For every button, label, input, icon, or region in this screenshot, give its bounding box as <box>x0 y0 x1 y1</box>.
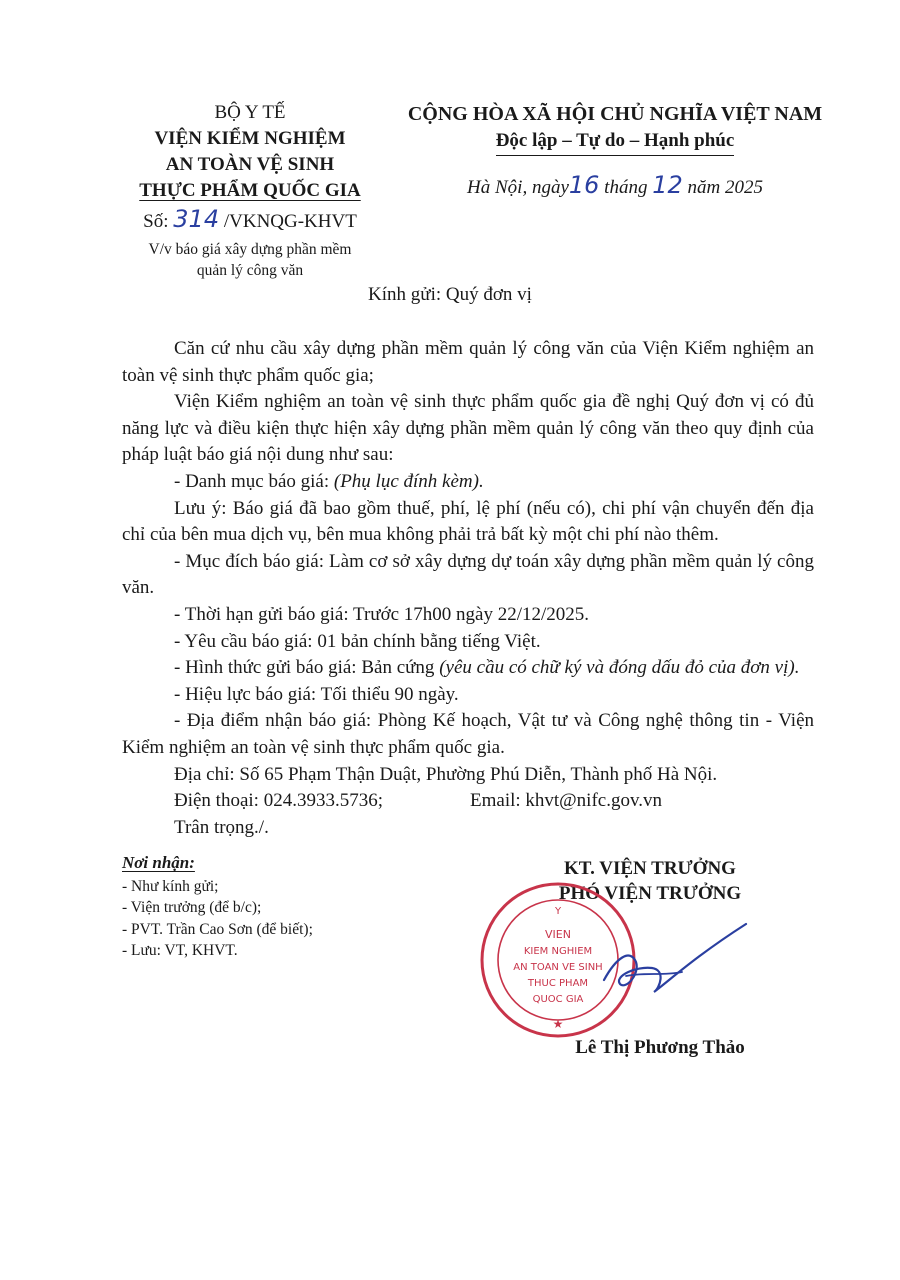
quote-list-label: - Danh mục báo giá: <box>174 470 334 492</box>
number-prefix: Số: <box>143 211 169 232</box>
paragraph-requirement: - Yêu cầu báo giá: 01 bản chính bằng tiếng Việt. <box>174 630 541 652</box>
signer-role-1: KT. VIỆN TRƯỞNG <box>564 858 736 879</box>
greeting: Kính gửi: Quý đơn vị <box>368 284 532 305</box>
stamp-line2: KIEM NGHIEM <box>523 946 593 957</box>
issue-date <box>405 172 825 201</box>
signer-name: Lê Thị Phương Thảo <box>575 1037 745 1058</box>
recipients-block <box>122 852 442 962</box>
stamp-line5: QUOC GIA <box>532 994 584 1005</box>
paragraph-location: - Địa điểm nhận báo giá: Phòng Kế hoạch, Vật tư và Công nghệ thông tin - Viện Kiểm nghiệm an toàn vệ sinh thực phẩm quốc gia. <box>122 710 814 758</box>
stamp-star-icon: ★ <box>552 1017 564 1031</box>
format-detail: (yêu cầu có chữ ký và đóng dấu đỏ của đơn vị). <box>439 657 800 679</box>
subject-line1: V/v báo giá xây dựng phần mềm <box>148 241 352 258</box>
phone: Điện thoại: 024.3933.5736; <box>174 790 383 812</box>
paragraph-basis: Căn cứ nhu cầu xây dựng phần mềm quản lý công văn của Viện Kiểm nghiệm an toàn vệ sinh thực phẩm quốc gia; <box>122 338 814 386</box>
paragraph-note: Lưu ý: Báo giá đã bao gồm thuế, phí, lệ phí (nếu có), chi phí vận chuyển đến địa chỉ của bên mua dịch vụ, bên mua không phải trả bất kỳ một chi phí nào thêm. <box>122 497 814 546</box>
date-year: năm 2025 <box>687 177 763 198</box>
handwritten-signature <box>596 918 756 1008</box>
paragraph-deadline: - Thời hạn gửi báo giá: Trước 17h00 ngày 22/12/2025. <box>174 603 590 625</box>
paragraph-quote-list <box>122 469 814 496</box>
national-header <box>405 100 825 201</box>
national-motto: Độc lập – Tự do – Hạnh phúc <box>496 128 735 156</box>
closing: Trân trọng./. <box>174 816 269 838</box>
institute-name-line3: THỰC PHẨM QUỐC GIA <box>139 180 361 201</box>
number-suffix: /VKNQG-KHVT <box>223 211 357 232</box>
recipients-title: Nơi nhận: <box>122 853 195 872</box>
email: Email: khvt@nifc.gov.vn <box>470 790 662 812</box>
stamp-line3: AN TOAN VE SINH <box>513 962 603 973</box>
subject-line2: quản lý công văn <box>196 262 304 279</box>
stamp-top-letter: Y <box>554 906 562 917</box>
signer-role-2: PHÓ VIỆN TRƯỞNG <box>558 883 742 904</box>
institute-name-line1: VIỆN KIỂM NGHIỆM <box>154 128 346 149</box>
issuer-block <box>120 100 380 281</box>
date-month-handwritten: 12 <box>652 171 683 199</box>
nation-title: CỘNG HÒA XÃ HỘI CHỦ NGHĨA VIỆT NAM <box>407 103 823 125</box>
recipient-item: - Viện trưởng (để b/c); <box>122 899 262 916</box>
paragraph-validity: - Hiệu lực báo giá: Tối thiểu 90 ngày. <box>174 683 459 705</box>
document-number <box>120 206 380 235</box>
date-day-handwritten: 16 <box>568 171 600 199</box>
format-label: - Hình thức gửi báo giá: Bản cứng <box>174 657 440 679</box>
quote-list-attachment: (Phụ lục đính kèm). <box>333 470 484 492</box>
recipient-item: - PVT. Trần Cao Sơn (để biết); <box>122 920 313 938</box>
recipient-item: - Lưu: VT, KHVT. <box>122 942 238 959</box>
paragraph-format <box>122 655 814 682</box>
paragraph-purpose: - Mục đích báo giá: Làm cơ sở xây dựng dự toán xây dựng phần mềm quản lý công văn. <box>122 550 814 599</box>
subject <box>120 239 380 281</box>
letter-body <box>122 336 814 841</box>
ministry-name: BỘ Y TẾ <box>214 102 286 123</box>
institute-name-line2: AN TOÀN VỆ SINH <box>165 154 335 175</box>
recipient-item: - Như kính gửi; <box>122 877 219 895</box>
date-month-label: tháng <box>604 177 648 198</box>
paragraph-address: Địa chỉ: Số 65 Phạm Thận Duật, Phường Phú Diễn, Thành phố Hà Nội. <box>174 763 718 785</box>
paragraph-request: Viện Kiểm nghiệm an toàn vệ sinh thực phẩm quốc gia đề nghị Quý đơn vị có đủ năng lực và điều kiện thực hiện xây dựng phần mềm quản lý công văn theo quy định của pháp luật báo giá nội dung như sau: <box>122 391 814 466</box>
stamp-line4: THUC PHAM <box>527 978 589 989</box>
date-place: Hà Nội, ngày <box>467 177 569 198</box>
number-handwritten: 314 <box>173 205 220 233</box>
stamp-line1: VIEN <box>545 928 571 941</box>
contact-row <box>122 788 814 815</box>
